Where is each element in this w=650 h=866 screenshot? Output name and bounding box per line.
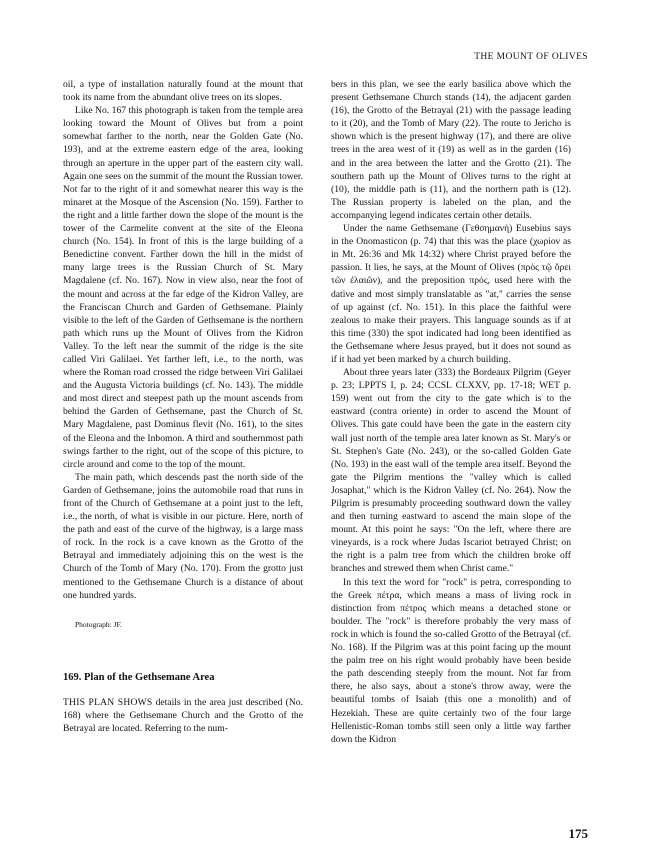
section-lead: THIS PLAN SHOWS	[63, 696, 153, 708]
section-text: details in the area just described (No. 168) where the Gethsemane Church and the Grotto of the Betrayal are located. Referring to the num-	[63, 696, 303, 735]
paragraph: Under the name Gethsemane (Γεθσημανή) Eusebius says in the Onomasticon (p. 74) that this was the place (χωρίον as in Mt. 26:36 and Mk 14:32) where Christ prayed before the passion. It lies, he says, at the Mount of Olives (πρὸς τῷ ὄρει τῶν ἐλαιῶν), and the preposition πρός, used here with the dative and most simply translatable as "at," carries the sense of up against (cf. No. 151). In this place the faithful were zealous to make their prayers. This language sounds as if at this time (330) the spot indicated had long been identified as the Gethsemane where Jesus prayed, but it does not sound as if it had yet been marked by a church building.	[331, 223, 571, 365]
paragraph: In this text the word for "rock" is petra, corresponding to the Greek πέτρα, which means a mass of living rock in distinction from πέτρος which means a detached stone or boulder. The "rock" is therefore probably the very mass of rock in which is found the so-called Grotto of the Betrayal (cf. No. 168). If the Pilgrim was at this point facing up the mount the palm tree on his right would probably have been beside the path descending steeply from the mount. Not far from there, he also says, about a stone's throw away, were the beautiful tombs of Isaiah (this one a monolith) and of Hezekiah. These are quite certainly two of the four large Hellenistic-Roman tombs still seen only a little way farther down the Kidron	[331, 576, 571, 745]
page-number: 175	[568, 826, 588, 841]
left-column	[63, 78, 303, 735]
paragraph	[63, 696, 303, 735]
paragraph: About three years later (333) the Bordeaux Pilgrim (Geyer p. 23; LPPTS I, p. 24; CCSL CLXXV, pp. 17-18; WET p. 159) went out from the city to the gate which is to the eastward (contra oriente) in order to ascend the Mount of Olives. This gate could have been the gate in the eastern city wall just north of the temple area later known as St. Mary's or St. Stephen's Gate (No. 243), or the so-called Golden Gate (No. 193) in the east wall of the temple area itself. Beyond the gate the Pilgrim mentions the "valley which is called Josaphat," which is the Kidron Valley (cf. No. 264). Now the Pilgrim is presumably proceeding southward down the valley and then turning eastward to ascend the main slope of the mount. At this point he says: "On the left, where there are vineyards, is a rock where Judas Iscariot betrayed Christ; on the right is a palm tree from which the children broke off branches and strewed them when Christ came."	[331, 367, 571, 575]
section-heading: 169. Plan of the Gethsemane Area	[63, 671, 215, 683]
running-head: THE MOUNT OF OLIVES	[474, 52, 588, 62]
paragraph: oil, a type of installation naturally found at the mount that took its name from the abundant olive trees on its slopes.	[63, 79, 303, 104]
right-column	[331, 78, 571, 746]
photo-credit: Photograph: JF.	[75, 619, 122, 629]
paragraph: The main path, which descends past the north side of the Garden of Gethsemane, joins the automobile road that runs in front of the Church of Gethsemane at a point just to the left, i.e., the north, of what is visible in our picture. Here, north of the path and east of the curve of the highway, is a large mass of rock. In the rock is a cave known as the Grotto of the Betrayal and immediately adjoining this on the west is the Church of the Tomb of Mary (No. 170). From the grotto just mentioned to the Gethsemane Church is a distance of about one hundred yards.	[63, 471, 303, 601]
paragraph: Like No. 167 this photograph is taken from the temple area looking toward the Mount of Olives but from a point somewhat farther to the north, near the Golden Gate (No. 193), and at the extreme eastern edge of the area, looking through an aperture in the upper part of the eastern city wall. Again one sees on the summit of the mount the Russian tower. Not far to the right of it and somewhat nearer this way is the minaret at the Mosque of the Ascension (No. 159). Farther to the right and a little farther down the slope of the mount is the tower of the Carmelite convent at the site of the Eleona church (No. 154). In front of this is the large building of a Benedictine convent. Farther down the hill in the midst of many large trees is the Russian Church of St. Mary Magdalene (cf. No. 167). Now in view also, near the foot of the mount and across at the far edge of the Kidron Valley, are the Franciscan Church and Garden of Gethsemane. Plainly visible to the left of the Garden of Gethsemane is the northern path which runs up the Mount of Olives from the Kidron Valley. To the left near the summit of the ridge is the site called Viri Galilaei. Yet farther left, i.e., to the north, was where the Roman road crossed the ridge between Viri Galilaei and the Augusta Victoria buildings (cf. No. 143). The middle and most direct and steepest path up the mount ascends from behind the Garden of Gethsemane, past the Church of St. Mary Magdalene, past Dominus flevit (No. 161), to the sites of the Eleona and the Inbomon. A third and southernmost path swings farther to the right, out of the scope of this picture, to circle around and come to the top of the mount.	[63, 105, 303, 470]
paragraph: bers in this plan, we see the early basilica above which the present Gethsemane Church stands (14), the adjacent garden (16), the Grotto of the Betrayal (21) with the passage leading to it (20), and the Tomb of Mary (22). The route to Jericho is shown which is the present highway (17), and there are olive trees in the area west of it (19) as well as in the garden (16) and in the area between the latter and the Grotto (21). The southern path up the Mount of Olives turns to the right at (10), the middle path is (11), and the northern path is (12). The Russian property is labeled on the plan, and the accompanying legend indicates certain other details.	[331, 79, 571, 221]
